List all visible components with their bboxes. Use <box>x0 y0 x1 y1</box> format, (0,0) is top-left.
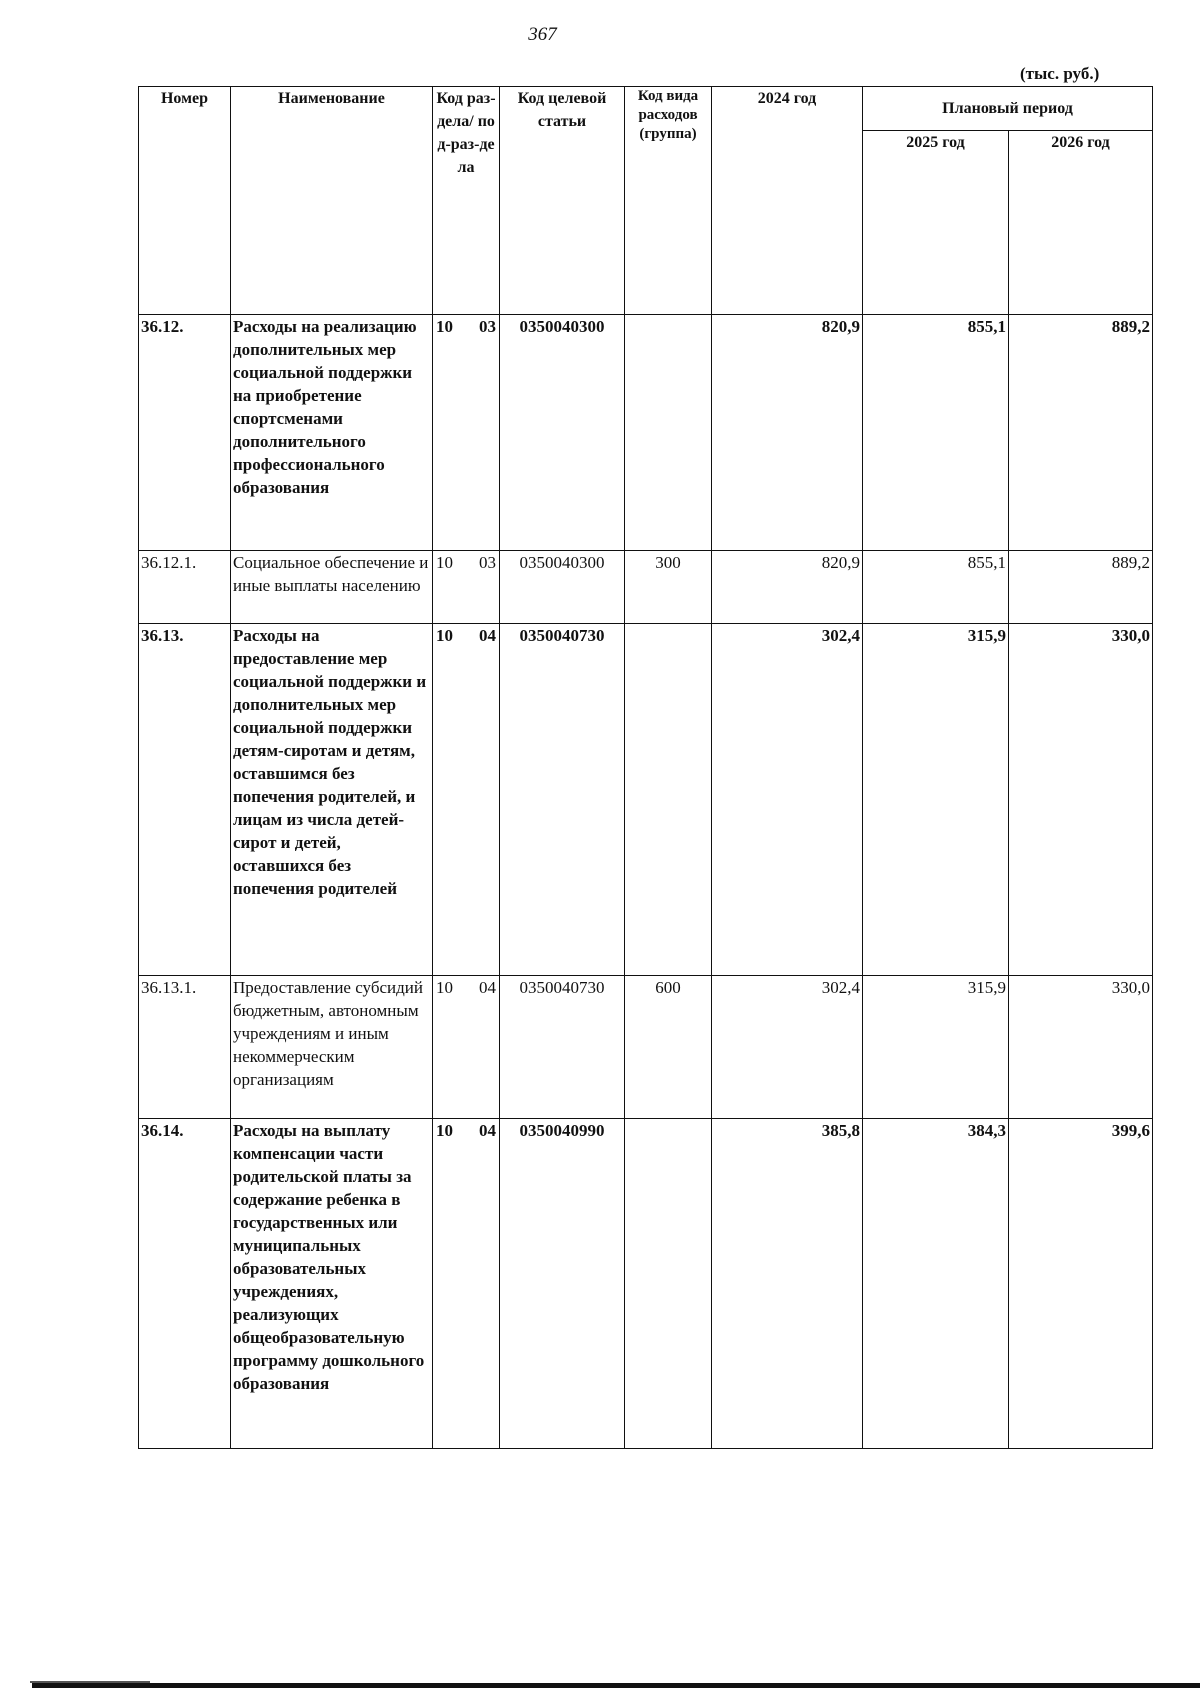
row-number: 36.13.1. <box>139 976 231 1119</box>
header-section: Код раз-дела/ под-раз-дела <box>433 87 500 315</box>
row-2024: 302,4 <box>712 624 863 976</box>
row-expense-type: 300 <box>625 551 712 624</box>
row-expense-type <box>625 1119 712 1449</box>
table-row <box>139 551 1153 624</box>
row-section-code <box>433 1119 500 1449</box>
row-2025: 855,1 <box>863 551 1009 624</box>
row-name: Социальное обеспечение и иные выплаты населению <box>231 551 433 624</box>
row-2026: 399,6 <box>1009 1119 1153 1449</box>
row-2026: 330,0 <box>1009 624 1153 976</box>
section-code: 10 <box>436 626 453 645</box>
header-2026: 2026 год <box>1009 131 1153 315</box>
header-planned-period: Плановый период <box>863 87 1153 131</box>
header-target: Код целевой статьи <box>500 87 625 315</box>
row-2024: 820,9 <box>712 551 863 624</box>
row-2026: 330,0 <box>1009 976 1153 1119</box>
scan-bottom-border <box>32 1683 1200 1688</box>
row-2026: 889,2 <box>1009 551 1153 624</box>
row-2024: 385,8 <box>712 1119 863 1449</box>
header-expense-type: Код вида расходов (группа) <box>625 87 712 315</box>
row-target-code: 0350040300 <box>500 315 625 551</box>
page-number: 367 <box>528 24 557 45</box>
row-target-code: 0350040730 <box>500 624 625 976</box>
row-expense-type: 600 <box>625 976 712 1119</box>
row-section-code <box>433 551 500 624</box>
row-section-code <box>433 624 500 976</box>
row-name: Расходы на выплату компенсации части родительской платы за содержание ребенка в государственных или муниципальных образовательных учреждениях, реализующих общеобразовательную программу дошкольного образования <box>231 1119 433 1449</box>
row-number: 36.14. <box>139 1119 231 1449</box>
row-section-code <box>433 976 500 1119</box>
row-number: 36.12. <box>139 315 231 551</box>
units-label: (тыс. руб.) <box>1020 64 1100 83</box>
table-row <box>139 624 1153 976</box>
section-code: 10 <box>436 978 453 997</box>
row-2025: 315,9 <box>863 624 1009 976</box>
subsection-code: 04 <box>479 1121 496 1140</box>
section-code: 10 <box>436 553 453 572</box>
row-name: Предоставление субсидий бюджетным, автономным учреждениям и иным некоммерческим организациям <box>231 976 433 1119</box>
table-row <box>139 315 1153 551</box>
subsection-code: 03 <box>479 317 496 336</box>
row-2025: 855,1 <box>863 315 1009 551</box>
row-expense-type <box>625 624 712 976</box>
subsection-code: 04 <box>479 626 496 645</box>
row-target-code: 0350040730 <box>500 976 625 1119</box>
row-expense-type <box>625 315 712 551</box>
section-code: 10 <box>436 1121 453 1140</box>
row-2024: 820,9 <box>712 315 863 551</box>
subsection-code: 04 <box>479 978 496 997</box>
row-number: 36.13. <box>139 624 231 976</box>
row-2026: 889,2 <box>1009 315 1153 551</box>
table-row <box>139 1119 1153 1449</box>
row-2025: 384,3 <box>863 1119 1009 1449</box>
row-name: Расходы на реализацию дополнительных мер социальной поддержки на приобретение спортсменами дополнительного профессионального образования <box>231 315 433 551</box>
row-number: 36.12.1. <box>139 551 231 624</box>
subsection-code: 03 <box>479 553 496 572</box>
row-2025: 315,9 <box>863 976 1009 1119</box>
row-2024: 302,4 <box>712 976 863 1119</box>
table-row <box>139 976 1153 1119</box>
header-name: Наименование <box>231 87 433 315</box>
budget-table <box>138 86 1153 1449</box>
section-code: 10 <box>436 317 453 336</box>
row-name: Расходы на предоставление мер социальной поддержки и дополнительных мер социальной поддержки детям-сиротам и детям, оставшимся без попечения родителей, и лицам из числа детей-сирот и детей, оставшихся без попечения родителей <box>231 624 433 976</box>
row-target-code: 0350040990 <box>500 1119 625 1449</box>
header-2025: 2025 год <box>863 131 1009 315</box>
row-section-code <box>433 315 500 551</box>
table-header <box>139 87 1153 315</box>
header-number: Номер <box>139 87 231 315</box>
row-target-code: 0350040300 <box>500 551 625 624</box>
header-2024: 2024 год <box>712 87 863 315</box>
